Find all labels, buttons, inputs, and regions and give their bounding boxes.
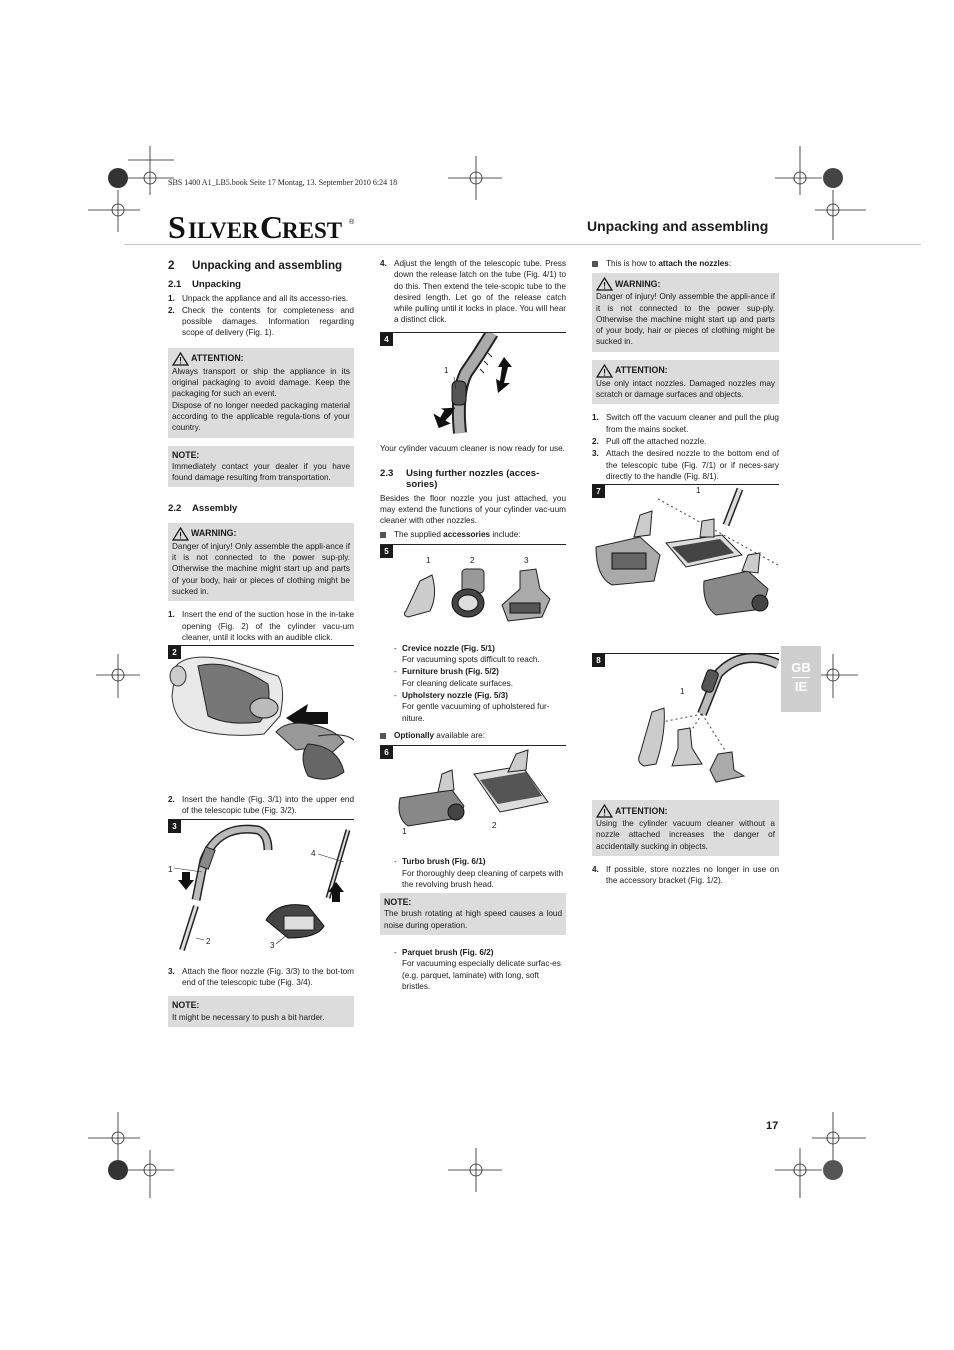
- supplied-bullet: The supplied accessories include:: [380, 529, 566, 540]
- svg-text:S: S: [168, 209, 186, 244]
- fig4-label-1: 1: [444, 365, 449, 375]
- fig3-label-2: 2: [206, 936, 211, 946]
- header-rule: [124, 244, 921, 245]
- figure-7: 7 1: [592, 484, 779, 627]
- vacuum-hose-illustration: [168, 646, 354, 786]
- list-item: - Crevice nozzle (Fig. 5/1) For vacuuming spots difficult to reach.: [394, 643, 540, 665]
- figure-2: 2: [168, 645, 354, 786]
- list-item: - Upholstery nozzle (Fig. 5/3) For gentle vacuuming of upholstered fur-niture.: [394, 691, 550, 723]
- warning-triangle-icon: [596, 804, 613, 818]
- warning-triangle-icon: [172, 352, 189, 366]
- language-tab: GB IE: [781, 646, 821, 712]
- list-item: 4. Adjust the length of the telescopic tube. Press down the release latch on the tube (Fig. 4/1) to do this. Then extend the tele-scopic tube to the desired length. Let go of the release catch while pulling until it locks in place. You will hear a distinct click.: [380, 259, 566, 325]
- note-box: NOTE: It might be necessary to push a bit harder.: [168, 996, 354, 1027]
- handle-tube-nozzle-illustration: [168, 820, 354, 958]
- column-middle: [380, 258, 566, 993]
- list-item: - Furniture brush (Fig. 5/2) For cleaning delicate surfaces.: [394, 667, 514, 688]
- ready-text: Your cylinder vacuum cleaner is now ready for use.: [380, 443, 565, 453]
- howto-bullet: This is how to attach the nozzles:: [592, 258, 779, 269]
- figure-4: 4 1: [380, 332, 566, 435]
- accessory-list: [380, 643, 566, 724]
- fig5-label-1: 1: [426, 555, 431, 565]
- fig5-label-3: 3: [524, 555, 529, 565]
- list-item: 3. Attach the floor nozzle (Fig. 3/3) to the bot-tom end of the telescopic tube (Fig. 3/4).: [168, 966, 354, 988]
- fig5-label-2: 2: [470, 555, 475, 565]
- list-item: 1. Switch off the vacuum cleaner and pull the plug from the mains socket.: [592, 413, 779, 434]
- column-left: [168, 258, 354, 1035]
- fig3-label-3: 3: [270, 940, 275, 950]
- attach-to-tube-illustration: [592, 485, 779, 627]
- figure-6: 6 1 2: [380, 745, 566, 848]
- attach-to-handle-illustration: [592, 654, 779, 792]
- telescopic-tube-illustration: [380, 333, 566, 435]
- fig8-label-1: 1: [680, 687, 685, 697]
- warning-triangle-icon: [596, 364, 613, 378]
- list-item: - Turbo brush (Fig. 6/1) For thoroughly deep cleaning of carpets with the revolving brush head.: [394, 857, 564, 889]
- note-box: NOTE: Immediately contact your dealer if you have found damage resulting from transportation.: [168, 446, 354, 488]
- fig6-label-2: 2: [492, 821, 497, 831]
- note-box: NOTE: The brush rotating at high speed causes a loud noise during operation.: [380, 893, 566, 935]
- subsection-further-nozzles: 2.3 Using further nozzles (acces-sories): [380, 468, 540, 491]
- book-file-info: SBS 1400 A1_LB5.book Seite 17 Montag, 13. September 2010 6:24 18: [168, 178, 398, 187]
- unpack-steps: [168, 293, 354, 339]
- figure-8: 8 1: [592, 653, 779, 792]
- list-item: 2. Pull off the attached nozzle.: [592, 436, 707, 446]
- figure-5: 5 1 2 3: [380, 544, 566, 635]
- attention-box: ATTENTION: Use only intact nozzles. Damaged nozzles may scratch or damage surfaces and objects.: [592, 360, 779, 405]
- intro-text: Besides the floor nozzle you just attached, you may extend the functions of your cylinder vac-uum cleaner with other nozzles.: [380, 493, 566, 526]
- optional-brushes-illustration: [380, 746, 566, 848]
- list-item: 3. Attach the desired nozzle to the bottom end of the telescopic tube (Fig. 7/1) or if neces-sary directly to the handle (Fig. 8/1).: [592, 449, 779, 481]
- fig3-label-1: 1: [168, 864, 173, 874]
- silvercrest-logo: [168, 208, 358, 244]
- svg-text:ILVER: ILVER: [188, 218, 259, 243]
- page-number: 17: [766, 1120, 779, 1132]
- list-item: 2. Insert the handle (Fig. 3/1) into the upper end of the telescopic tube (Fig. 3/2).: [168, 795, 354, 816]
- figure-3: 3 1 2 3 4: [168, 819, 354, 958]
- subsection-unpacking: 2.1 Unpacking: [168, 279, 242, 291]
- list-item: 2. Check the contents for completeness and possible damages. Information regarding scope of delivery (Fig. 1).: [168, 305, 354, 338]
- attention-box: ATTENTION: Using the cylinder vacuum cleaner without a nozzle attached increases the danger of accidentally sucking in objects.: [592, 800, 779, 856]
- page-header-title: Unpacking and assembling: [587, 218, 769, 234]
- section-heading: 2 Unpacking and assembling: [168, 259, 343, 272]
- warning-box: WARNING: Danger of injury! Only assemble the appli-ance if it is not connected to the power sup-ply. Otherwise the machine might start up and parts of your body, hair or pieces of clothing might be sucked in.: [592, 273, 779, 351]
- attach-steps: [592, 412, 779, 482]
- column-right: [592, 258, 779, 888]
- optional-bullet: Optionally available are:: [380, 730, 566, 741]
- subsection-assembly: 2.2 Assembly: [168, 503, 238, 515]
- fig6-label-1: 1: [402, 827, 407, 837]
- attention-box: ATTENTION: Always transport or ship the appliance in its original packaging to avoid damage. Keep the packaging for such an event. Dispose of no longer needed packaging material according to the applicable regula-tions of your country.: [168, 348, 354, 438]
- list-item: 1. Unpack the appliance and all its accesso-ries.: [168, 293, 349, 303]
- fig7-label-1: 1: [696, 486, 701, 496]
- warning-box: WARNING: Danger of injury! Only assemble the appli-ance if it is not connected to the power sup-ply. Otherwise the machine might start up and parts of your body, hair or pieces of clothing might be sucked in.: [168, 523, 354, 601]
- fig3-label-4: 4: [311, 848, 316, 858]
- list-item: 1. Insert the end of the suction hose in the in-take opening (Fig. 2) of the cylinder vacu-um cleaner, until it locks with an audible click.: [168, 610, 354, 642]
- svg-text:C: C: [260, 209, 284, 244]
- warning-triangle-icon: [596, 277, 613, 291]
- svg-text:®: ®: [349, 219, 355, 226]
- list-item: - Parquet brush (Fig. 6/2) For vacuuming especially delicate surfac-es (e.g. parquet, laminate) with long, soft bristles.: [394, 948, 561, 991]
- warning-triangle-icon: [172, 527, 189, 541]
- svg-text:REST: REST: [282, 218, 343, 243]
- list-item: 4. If possible, store nozzles no longer in use on the accessory bracket (Fig. 1/2).: [592, 865, 779, 886]
